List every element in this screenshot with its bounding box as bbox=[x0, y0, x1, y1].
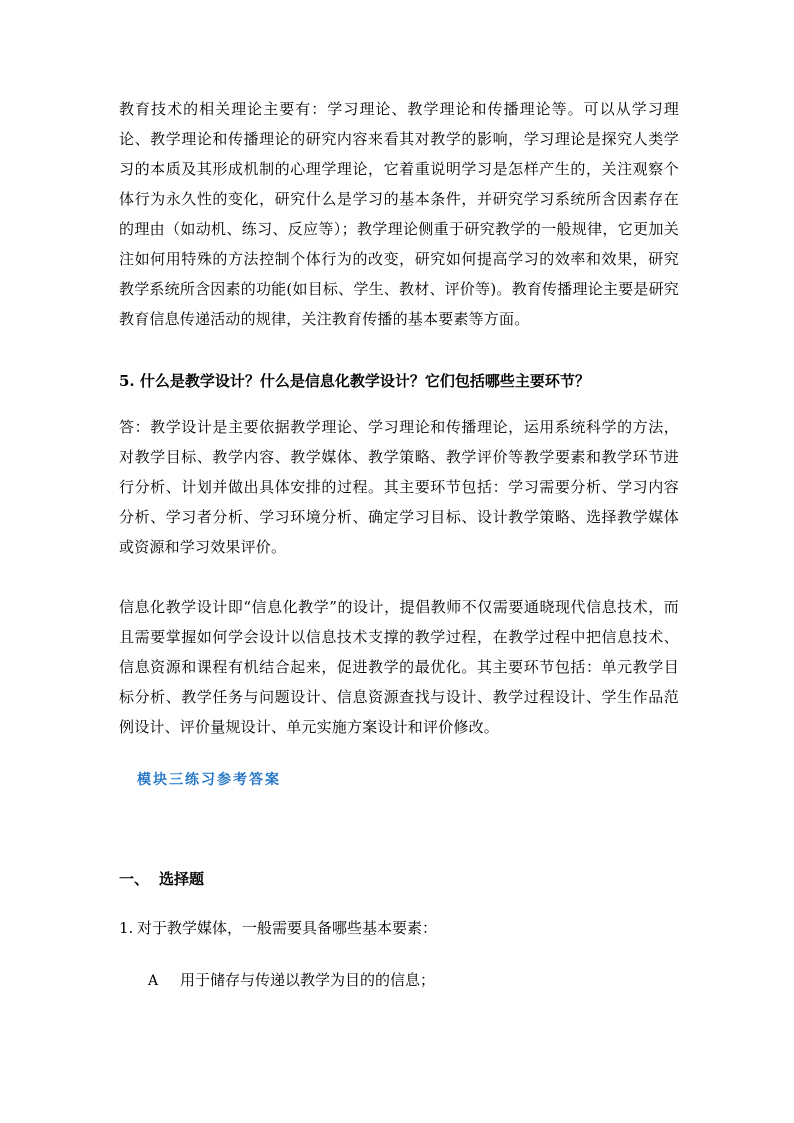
question-5-heading: 5. 什么是教学设计？什么是信息化教学设计？它们包括哪些主要环节？ bbox=[119, 372, 590, 390]
question-1 bbox=[119, 915, 437, 941]
question-text: 对于教学媒体，一般需要具备哪些基本要素： bbox=[137, 919, 438, 937]
answer-instructional-design: 答：教学设计是主要依据教学理论、学习理论和传播理论，运用系统科学的方法，对教学目标、教学内容、教学媒体、教学策略、教学评价等教学要素和教学环节进行分析、计划并做出具体安排的过程。其主要环节包括：学习需要分析、学习内容分析、学习者分析、学习环境分析、确定学习目标、设计教学策略、选择教学媒体或资源和学习效果评价。 bbox=[119, 418, 679, 556]
section-heading bbox=[119, 866, 204, 892]
section-title: 选择题 bbox=[159, 870, 205, 888]
option-text: 用于储存与传递以教学为目的的信息； bbox=[180, 971, 436, 989]
option-letter: A bbox=[148, 973, 159, 989]
theory-paragraph: 教育技术的相关理论主要有：学习理论、教学理论和传播理论等。可以从学习理论、教学理论和传播理论的研究内容来看其对教学的影响，学习理论是探究人类学习的本质及其形成机制的心理学理论，它着重说明学习是怎样产生的，关注观察个体行为永久性的变化，研究什么是学习的基本条件，并研究学习系统所含因素存在的理由（如动机、练习、反应等）；教学理论侧重于研究教学的一般规律，它更加关注如何用特殊的方法控制个体行为的改变，研究如何提高学习的效率和效果，研究教学系统所含因素的功能(如目标、学生、教材、评价等)。教育传播理论主要是研究教育信息传递活动的规律，关注教育传播的基本要素等方面。 bbox=[119, 100, 679, 328]
question-number: 1. bbox=[119, 919, 134, 937]
answer-information-design: 信息化教学设计即“信息化教学”的设计，提倡教师不仅需要通晓现代信息技术，而且需要掌握如何学会设计以信息技术支撑的教学过程，在教学过程中把信息技术、信息资源和课程有机结合起来，促进教学的最优化。其主要环节包括：单元教学目标分析、教学任务与问题设计、信息资源查找与设计、教学过程设计、学生作品范例设计、评价量规设计、单元实施方案设计和评价修改。 bbox=[119, 598, 679, 736]
option-a bbox=[148, 967, 435, 994]
module-heading: 模块三练习参考答案 bbox=[137, 772, 281, 788]
section-number: 一、 bbox=[119, 870, 150, 888]
